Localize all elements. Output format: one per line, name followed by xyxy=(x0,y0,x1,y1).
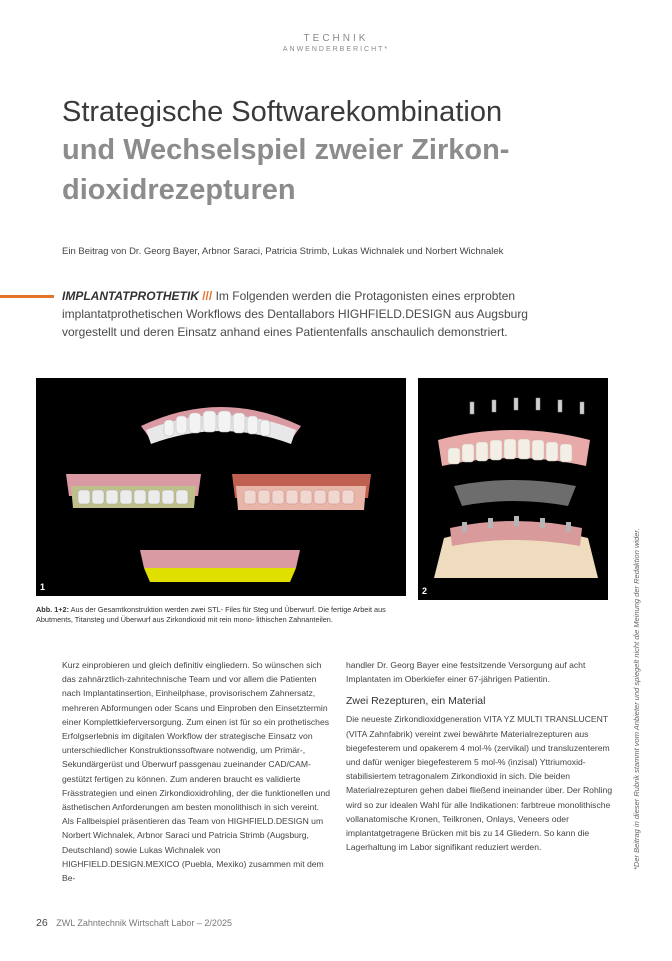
figure-1-image xyxy=(36,378,406,596)
section-subheading: Zwei Rezepturen, ein Material xyxy=(346,695,486,708)
figure-2-number: 2 xyxy=(422,586,428,596)
article-title xyxy=(62,94,622,210)
lead-separator: /// xyxy=(202,289,213,303)
caption-text: Aus der Gesamtkonstruktion werden zwei STL- Files für Steg und Überwurf. Die fertige Arbeit aus Abutments, Titansteg und Überwurf aus Zirkondioxid mit rein mono- lithischen Zahnanteilen. xyxy=(36,605,386,624)
column2-paragraph-2: Die neueste Zirkondioxidgeneration VITA YZ MULTI TRANSLUCENT (VITA Zahnfabrik) vereint zwei bewährte Materialrezepturen aus biegefesterem und opakerem 4 mol-% (zervikal) und transluzenterem und dafür weniger biegefesterem 5 mol-% (inzisal) Yttriumoxid-stabilisiertem tetragonalem Zirkondioxid in sich. Die beiden Materialrezepturen gehen dabei fließend ineinander über. Der Rohling wird so zur idealen Wahl für alle Indikationen: farbtreue monolithische vollanatomische Kronen, Teilkronen, Onlays, Veneers oder implantatgetragene Brücken mit bis zu 14 Gliedern. So kann die Lagerhaltung im Labor signifikant reduziert werden. xyxy=(346,714,613,853)
column2-paragraph-1: handler Dr. Georg Bayer eine festsitzende Versorgung auf acht Implantaten im Oberkiefer einer 67-jährigen Patientin. xyxy=(346,660,586,685)
implant-assembly-illustration xyxy=(418,378,608,600)
page-footer xyxy=(36,917,232,929)
column1-paragraph-1: Kurz einprobieren und gleich definitiv eingliedern. So wünschen sich das zahnärztlich-zahntechnische Team und vor allem die Patienten nach Implantatinsertion, Einheilphase, provisorischem Zahnersatz, mehreren Abformungen oder Scans und Einproben den Einsetztermin einer Komplettkieferversorgung. Zum einen ist für so ein prothetisches Erfolgserlebnis im digitalen Workflow der strategische Einsatz von unterschiedlicher Konstruktionssoftware notwendig, um Primär-, Sekundärgerüst und Überwurf passgenau zueinander CAD/CAM-gestützt fertigen zu können. Zum anderen braucht es validierte Frässtrategien und einen Zirkondioxidrohling, der die funktionellen und ästhetischen Anforderungen am besten monolithisch in sich vereint. xyxy=(62,660,331,813)
figure-caption xyxy=(36,605,410,625)
disclaimer-vertical: *Der Beitrag in dieser Rubrik stammt vom Anbieter und spiegelt nicht die Meinung der Redaktion wider. xyxy=(632,528,641,870)
rubric-subsection: ANWENDERBERICHT* xyxy=(282,46,390,53)
accent-bar xyxy=(0,295,54,298)
text-column-2 xyxy=(346,658,614,854)
authors-line: Ein Beitrag von Dr. Georg Bayer, Arbnor Saraci, Patricia Strimb, Lukas Wichnalek und Norbert Wichnalek xyxy=(62,246,504,257)
title-line-2: und Wechselspiel zweier Zirkon- xyxy=(62,134,510,166)
title-line-3: dioxidrezepturen xyxy=(62,174,296,206)
figure-2-image xyxy=(418,378,608,600)
caption-label: Abb. 1+2: xyxy=(36,605,70,614)
lead-text: Im Folgenden werden die Protagonisten eines erprobten implantatprothetischen Workflows des Dentallabors HIGHFIELD.DESIGN aus Augsburg vorgestellt und deren Einsatz anhand eines Patientenfalls anschaulich demonstriert. xyxy=(62,289,528,339)
text-column-1 xyxy=(62,658,330,885)
lead-keyword: IMPLANTATPROTHETIK xyxy=(62,289,199,303)
title-line-1: Strategische Softwarekombination xyxy=(62,96,503,128)
column1-paragraph-2: Als Fallbeispiel präsentieren das Team von HIGHFIELD.DESIGN um Norbert Wichnalek, Arbnor Saraci und Patricia Strimb (Augsburg, Deutschland) sowie Lukas Wichnalek von HIGHFIELD.DESIGN.MEXICO (Puebla, Mexiko) zusammen mit dem Be- xyxy=(62,816,324,884)
dental-scan-illustration xyxy=(36,378,406,596)
figure-1-number: 1 xyxy=(40,582,46,592)
lead-paragraph xyxy=(62,287,532,341)
rubric xyxy=(0,33,672,53)
rubric-section: TECHNIK xyxy=(303,33,369,44)
page-number: 26 xyxy=(36,917,48,929)
journal-name: ZWL Zahntechnik Wirtschaft Labor – 2/2025 xyxy=(56,918,232,928)
